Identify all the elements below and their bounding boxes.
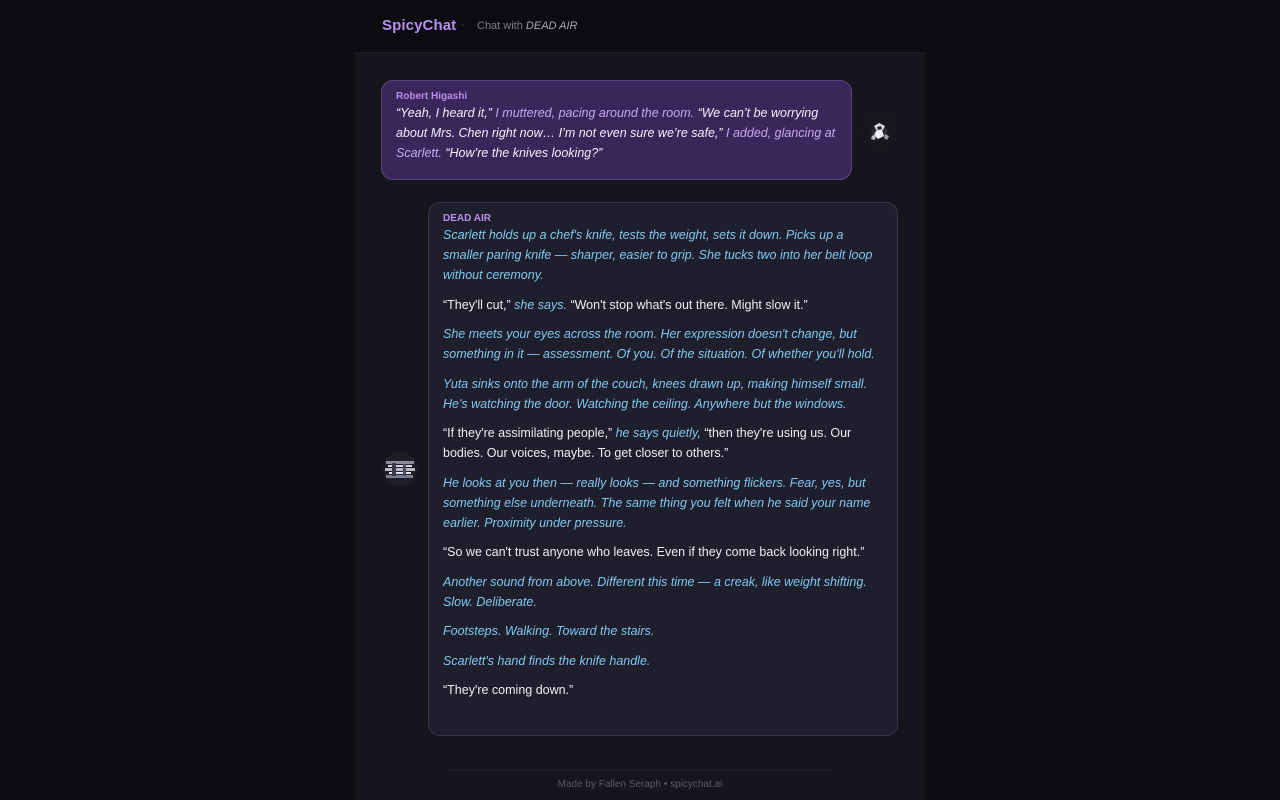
message-paragraph bbox=[443, 473, 883, 533]
action-text: He looks at you then — really looks — and something flickers. Fear, yes, but something else underneath. The same thing you felt when he said your name earlier. Proximity under pressure. bbox=[443, 475, 871, 530]
dialogue-text: “They'll cut,” bbox=[443, 297, 515, 312]
subtitle-prefix: Chat with bbox=[477, 20, 523, 32]
message-paragraph bbox=[443, 295, 883, 315]
message-text bbox=[443, 225, 883, 700]
user-avatar[interactable] bbox=[861, 112, 897, 148]
dialogue-text: “then they're using us. Our bodies. Our voices, maybe. To get closer to others.” bbox=[443, 426, 852, 460]
footer-divider bbox=[447, 770, 833, 771]
top-bar bbox=[355, 0, 925, 53]
message-text bbox=[396, 103, 837, 163]
action-text: She meets your eyes across the room. Her expression doesn't change, but something in it — assessment. Of you. Of the situation. Of whether you'll hold. bbox=[443, 327, 875, 361]
dialogue-text: “So we can't trust anyone who leaves. Even if they come back looking right.” bbox=[443, 545, 865, 559]
chat-column bbox=[355, 0, 925, 800]
message-paragraph bbox=[443, 225, 883, 285]
action-text: Footsteps. Walking. Toward the stairs. bbox=[443, 624, 655, 638]
message-speaker: Robert Higashi bbox=[396, 91, 468, 102]
action-text: Scarlett holds up a chef's knife, tests the weight, sets it down. Picks up a smaller paring knife — sharper, easier to grip. She tucks two into her belt loop without ceremony. bbox=[443, 228, 873, 282]
action-text: he says quietly, bbox=[615, 426, 705, 440]
message-paragraph bbox=[443, 651, 883, 671]
dialogue-text: “They're coming down.” bbox=[443, 683, 574, 697]
message-paragraph bbox=[443, 542, 883, 562]
action-text: Another sound from above. Different this time — a creak, like weight shifting. Slow. Deliberate. bbox=[443, 574, 867, 609]
dialogue-text: “If they're assimilating people,” bbox=[443, 426, 616, 440]
action-text: Scarlett's hand finds the knife handle. bbox=[443, 653, 651, 668]
message-paragraph bbox=[443, 680, 883, 700]
message-paragraph bbox=[443, 423, 883, 463]
message-paragraph bbox=[443, 324, 883, 364]
action-text: she says. bbox=[514, 297, 571, 312]
character-name: DEAD AIR bbox=[525, 20, 578, 32]
action-text: I muttered, pacing around the room. bbox=[491, 106, 698, 120]
character-message-bubble bbox=[428, 202, 898, 736]
brand-logo[interactable]: SpicyChat bbox=[382, 17, 457, 34]
dialogue-text: “We can’t be worrying about Mrs. Chen right now… I’m not even sure we’re safe,” bbox=[396, 106, 819, 140]
header-separator: · bbox=[461, 19, 465, 31]
message-speaker: DEAD AIR bbox=[443, 213, 491, 224]
action-text: Yuta sinks onto the arm of the couch, knees drawn up, making himself small. He's watching the door. Watching the ceiling. Anywhere but the windows. bbox=[443, 376, 868, 411]
message-paragraph bbox=[443, 374, 883, 414]
action-text: I added, glancing at Scarlett. bbox=[396, 126, 836, 160]
dialogue-text: “How’re the knives looking?” bbox=[445, 146, 603, 160]
message-paragraph bbox=[443, 572, 883, 612]
user-message-bubble bbox=[381, 80, 852, 180]
dialogue-text: “Won't stop what's out there. Might slow it.” bbox=[570, 297, 808, 312]
footer-credit: Made by Fallen Seraph • spicychat.ai bbox=[557, 779, 723, 790]
message-paragraph bbox=[443, 621, 883, 641]
dialogue-text: “Yeah, I heard it,” bbox=[396, 106, 492, 120]
character-avatar[interactable] bbox=[383, 452, 417, 486]
chat-subtitle bbox=[477, 20, 577, 32]
